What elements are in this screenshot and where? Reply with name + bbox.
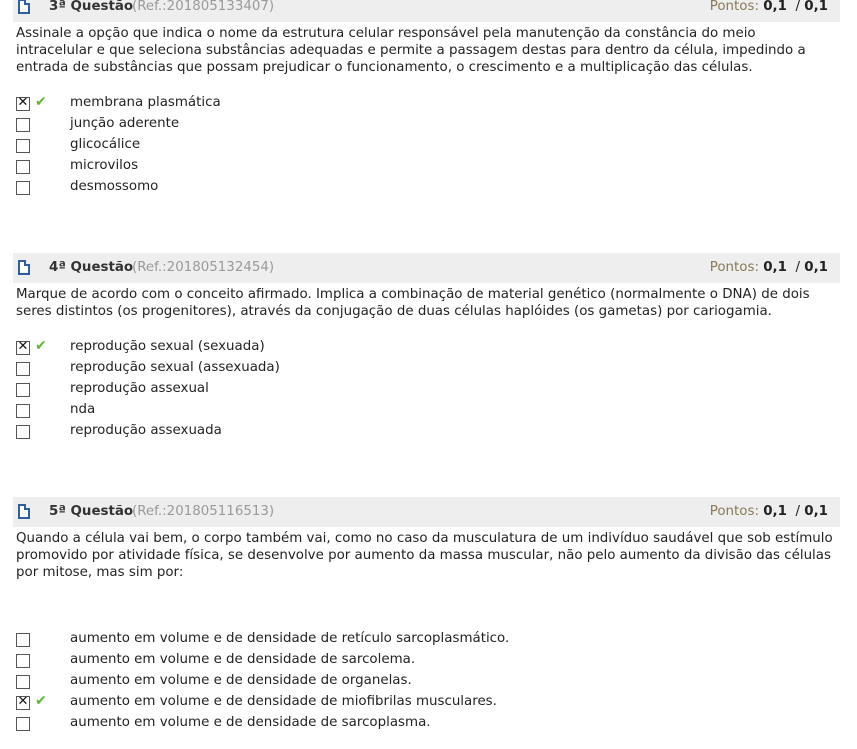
points-separator: /: [795, 0, 800, 14]
option-label: aumento em volume e de densidade de sarcolema.: [70, 652, 416, 667]
option-label: desmossomo: [70, 179, 159, 194]
x-checkbox-icon[interactable]: [16, 341, 30, 355]
points-separator: /: [795, 260, 800, 275]
question-text: Assinale a opção que indica o nome da estrutura celular responsável pela manutenção da constância do meio intracelular e que seleciona substâncias adequadas e permite a passagem destas para dentro da célula, impedindo a entrada de substâncias que possam prejudicar o funcionamento, o crescimento e a multiplicação das células.: [16, 26, 806, 75]
points-score: 0,1: [763, 504, 787, 519]
document-icon: [18, 260, 30, 275]
points-score: 0,1: [763, 0, 787, 14]
question-3: [13, 0, 840, 194]
checkmark-icon: ✔: [35, 94, 47, 110]
question-ref: (Ref.:201805116513): [132, 504, 275, 519]
checkbox[interactable]: [16, 633, 30, 647]
points-max: 0,1: [804, 504, 828, 519]
checkbox[interactable]: [16, 160, 30, 174]
checkmark-icon: ✔: [35, 338, 47, 354]
question-text: Marque de acordo com o conceito afirmado. Implica a combinação de material genético (normalmente o DNA) de dois seres distintos (os progenitores), através da conjugação de duas células haplóides (os gametas) por cariogamia.: [16, 287, 810, 319]
question-header: [13, 253, 840, 283]
checkbox[interactable]: [16, 362, 30, 376]
option-label: aumento em volume e de densidade de retículo sarcoplasmático.: [70, 631, 510, 646]
option-label: junção aderente: [70, 116, 180, 131]
x-checkbox-icon[interactable]: [16, 97, 30, 111]
checkmark-icon: ✔: [35, 693, 47, 709]
option-label: aumento em volume e de densidade de sarcoplasma.: [70, 715, 431, 730]
option-label: reprodução assexual: [70, 381, 209, 396]
question-title: 4ª Questão: [49, 260, 134, 275]
question-header: [13, 497, 840, 527]
option-label: reprodução assexuada: [70, 423, 222, 438]
checkbox[interactable]: [16, 717, 30, 731]
question-points: [710, 0, 828, 14]
question-text: Quando a célula vai bem, o corpo também vai, como no caso da musculatura de um indivíduo saudável que sob estímulo promovido por atividade física, se desenvolve por aumento da massa muscular, não pelo aumento da divisão das células por mitose, mas sim por:: [16, 531, 833, 580]
question-header: [13, 0, 840, 22]
option-label: reprodução sexual (sexuada): [70, 339, 265, 354]
checkbox[interactable]: [16, 654, 30, 668]
option-label: nda: [70, 402, 96, 417]
document-icon: [18, 504, 30, 519]
question-title: 5ª Questão: [49, 504, 134, 519]
question-5: [13, 497, 840, 730]
option-label: aumento em volume e de densidade de organelas.: [70, 673, 412, 688]
question-title: 3ª Questão: [49, 0, 134, 14]
points-label: Pontos:: [709, 260, 759, 275]
question-ref: (Ref.:201805133407): [132, 0, 275, 14]
x-checkbox-icon[interactable]: [16, 696, 30, 710]
points-score: 0,1: [763, 260, 787, 275]
points-separator: /: [795, 504, 800, 519]
points-max: 0,1: [804, 0, 828, 14]
points-label: Pontos:: [709, 0, 759, 14]
checkbox[interactable]: [16, 181, 30, 195]
option-label: reprodução sexual (assexuada): [70, 360, 280, 375]
question-points: [710, 260, 828, 275]
checkbox[interactable]: [16, 139, 30, 153]
question-4: [13, 253, 840, 438]
option-label: microvilos: [70, 158, 139, 173]
document-icon: [18, 0, 30, 14]
points-label: Pontos:: [709, 504, 759, 519]
checkbox[interactable]: [16, 425, 30, 439]
checkbox[interactable]: [16, 404, 30, 418]
points-max: 0,1: [804, 260, 828, 275]
option-label: aumento em volume e de densidade de miofibrilas musculares.: [70, 694, 497, 709]
question-points: [710, 504, 828, 519]
checkbox[interactable]: [16, 675, 30, 689]
option-label: membrana plasmática: [70, 95, 221, 110]
question-ref: (Ref.:201805132454): [132, 260, 275, 275]
option-label: glicocálice: [70, 137, 141, 152]
checkbox[interactable]: [16, 383, 30, 397]
checkbox[interactable]: [16, 118, 30, 132]
